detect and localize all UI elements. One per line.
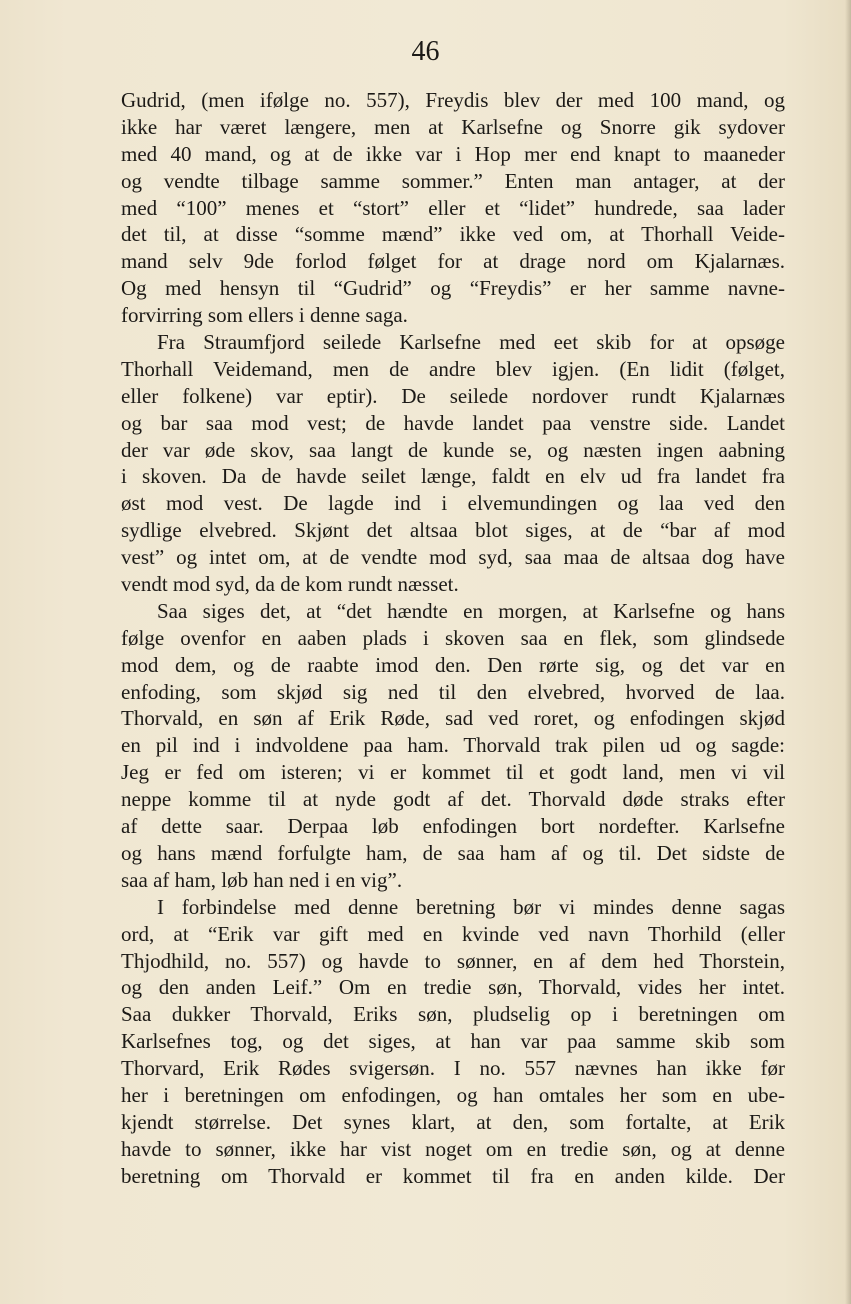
page-edge-shadow	[845, 0, 851, 1304]
text-line: med “100” menes et “stort” eller et “lidet” hundrede, saa lader	[121, 195, 785, 220]
text-line: Gudrid, (men ifølge no. 557), Freydis blev der med 100 mand, og	[121, 88, 785, 112]
text-line: ikke har været længere, men at Karlsefne og Snorre gik sydover	[121, 114, 785, 139]
text-line: vendt mod syd, da de kom rundt næsset.	[121, 572, 459, 597]
text-line: Saa siges det, at “det hændte en morgen, at Karlsefne og hans	[157, 598, 785, 623]
text-line: I forbindelse med denne beretning bør vi mindes denne sagas	[157, 894, 785, 919]
text-line: forvirring som ellers i denne saga.	[121, 303, 408, 328]
text-line: Fra Straumfjord seilede Karlsefne med eet skib for at opsøge	[157, 330, 785, 355]
text-line: og vendte tilbage samme sommer.” Enten man antager, at der	[121, 168, 785, 193]
text-line: Thjodhild, no. 557) og havde to sønner, en af dem hed Thorstein,	[121, 948, 785, 973]
text-line: Thorvald, en søn af Erik Røde, sad ved roret, og enfodingen skjød	[121, 706, 785, 731]
text-line: ord, at “Erik var gift med en kvinde ved navn Thorhild (eller	[121, 921, 785, 946]
text-line: mand selv 9de forlod følget for at drage nord om Kjalarnæs.	[121, 249, 785, 274]
text-line: og den anden Leif.” Om en tredie søn, Thorvald, vides her intet.	[121, 975, 785, 1000]
text-line: en pil ind i indvoldene paa ham. Thorvald trak pilen ud og sagde:	[121, 733, 785, 758]
text-line: øst mod vest. De lagde ind i elvemundingen og laa ved den	[121, 491, 785, 516]
body-text	[121, 87, 785, 1190]
text-line: enfoding, som skjød sig ned til den elvebred, hvorved de laa.	[121, 679, 785, 704]
text-line: i skoven. Da de havde seilet længe, faldt en elv ud fra landet fra	[121, 464, 785, 489]
text-line: mod dem, og de raabte imod den. Den rørte sig, og det var en	[121, 652, 785, 677]
text-line: og bar saa mod vest; de havde landet paa venstre side. Landet	[121, 410, 785, 435]
text-line: sydlige elvebred. Skjønt det altsaa blot siges, at de “bar af mod	[121, 518, 785, 543]
text-line: kjendt størrelse. Det synes klart, at den, som fortalte, at Erik	[121, 1109, 785, 1134]
text-line: der var øde skov, saa langt de kunde se, og næsten ingen aabning	[121, 437, 785, 462]
text-line: beretning om Thorvald er kommet til fra en anden kilde. Der	[121, 1163, 785, 1188]
text-line: saa af ham, løb han ned i en vig”.	[121, 867, 403, 892]
text-line: her i beretningen om enfodingen, og han omtales her som en ube-	[121, 1082, 785, 1107]
text-line: Saa dukker Thorvald, Eriks søn, pludselig op i beretningen om	[121, 1002, 785, 1027]
text-line: af dette saar. Derpaa løb enfodingen bort nordefter. Karlsefne	[121, 814, 785, 839]
text-line: Karlsefnes tog, og det siges, at han var paa samme skib som	[121, 1029, 785, 1054]
text-line: det til, at disse “somme mænd” ikke ved om, at Thorhall Veide-	[121, 222, 785, 247]
page-number: 46	[411, 36, 440, 67]
text-line: Og med hensyn til “Gudrid” og “Freydis” er her samme navne-	[121, 276, 785, 301]
text-line: Thorvard, Erik Rødes svigersøn. I no. 557 nævnes han ikke før	[121, 1056, 785, 1081]
text-line: og hans mænd forfulgte ham, de saa ham af og til. Det sidste de	[121, 840, 785, 865]
text-line: Jeg er fed om isteren; vi er kommet til et godt land, men vi vil	[121, 760, 785, 785]
text-line: eller folkene) var eptir). De seilede nordover rundt Kjalarnæs	[121, 383, 785, 408]
text-line: med 40 mand, og at de ikke var i Hop mer end knapt to maaneder	[121, 141, 785, 166]
text-line: Thorhall Veidemand, men de andre blev igjen. (En lidit (følget,	[121, 356, 785, 381]
text-line: vest” og intet om, at de vendte mod syd, saa maa de altsaa dog have	[121, 545, 785, 570]
text-line: havde to sønner, ikke har vist noget om en tredie søn, og at denne	[121, 1136, 785, 1161]
text-line: neppe komme til at nyde godt af det. Thorvald døde straks efter	[121, 787, 785, 812]
text-line: følge ovenfor en aaben plads i skoven saa en flek, som glindsede	[121, 625, 785, 650]
